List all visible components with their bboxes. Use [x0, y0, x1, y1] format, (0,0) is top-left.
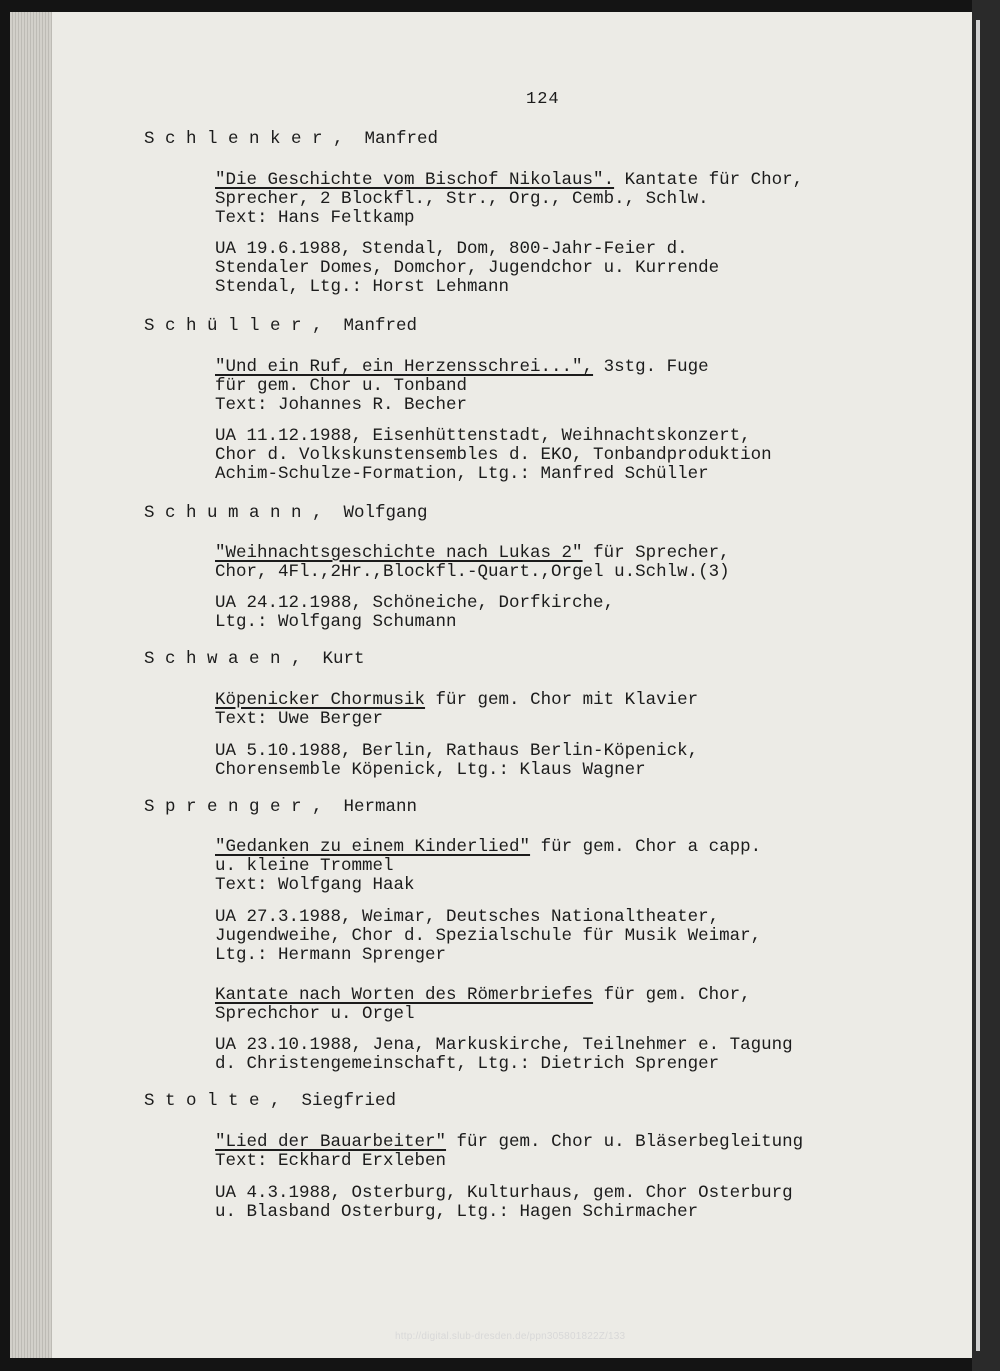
- page-edges: [10, 12, 52, 1358]
- work-detail: Text: Uwe Berger: [215, 709, 384, 729]
- premiere-line: UA 19.6.1988, Stendal, Dom, 800-Jahr-Feier d.: [215, 239, 688, 259]
- work-title: "Weihnachtsgeschichte nach Lukas 2": [215, 543, 583, 563]
- work-title: Kantate nach Worten des Römerbriefes: [215, 985, 594, 1005]
- premiere-line: Ltg.: Hermann Sprenger: [215, 945, 447, 965]
- premiere-line: UA 27.3.1988, Weimar, Deutsches Nationaltheater,: [215, 907, 720, 927]
- work-title-line: [215, 1133, 803, 1152]
- work-title: "Die Geschichte vom Bischof Nikolaus".: [215, 170, 615, 190]
- work-detail: Chor, 4Fl.,2Hr.,Blockfl.-Quart.,Orgel u.Schlw.(3): [215, 562, 730, 582]
- composer-heading: S c h w a e n , Kurt: [144, 649, 365, 669]
- work-title: "Und ein Ruf, ein Herzensschrei...",: [215, 357, 594, 377]
- work-detail: Sprechchor u. Orgel: [215, 1004, 415, 1024]
- work-title-line: [215, 691, 698, 710]
- work-title-rest: für gem. Chor mit Klavier: [425, 690, 699, 710]
- work-detail: u. kleine Trommel: [215, 856, 394, 876]
- work-title: Köpenicker Chormusik: [215, 690, 426, 710]
- page-number: 124: [526, 90, 560, 109]
- work-detail: Text: Eckhard Erxleben: [215, 1151, 447, 1171]
- premiere-line: Ltg.: Wolfgang Schumann: [215, 612, 457, 632]
- work-title-line: [215, 544, 730, 563]
- premiere-line: d. Christengemeinschaft, Ltg.: Dietrich Sprenger: [215, 1054, 720, 1074]
- composer-heading: S t o l t e , Siegfried: [144, 1091, 397, 1111]
- work-detail: Text: Wolfgang Haak: [215, 875, 415, 895]
- work-title-rest: für gem. Chor,: [593, 985, 751, 1005]
- premiere-line: Chorensemble Köpenick, Ltg.: Klaus Wagner: [215, 760, 646, 780]
- work-title-rest: für Sprecher,: [582, 543, 730, 563]
- work-title: "Gedanken zu einem Kinderlied": [215, 837, 531, 857]
- premiere-line: UA 24.12.1988, Schöneiche, Dorfkirche,: [215, 593, 615, 613]
- premiere-line: Achim-Schulze-Formation, Ltg.: Manfred Schüller: [215, 464, 709, 484]
- premiere-line: UA 11.12.1988, Eisenhüttenstadt, Weihnachtskonzert,: [215, 426, 751, 446]
- premiere-line: Stendal, Ltg.: Horst Lehmann: [215, 277, 510, 297]
- work-detail: für gem. Chor u. Tonband: [215, 376, 468, 396]
- book-page: [10, 12, 972, 1358]
- premiere-line: Stendaler Domes, Domchor, Jugendchor u. Kurrende: [215, 258, 720, 278]
- premiere-line: UA 23.10.1988, Jena, Markuskirche, Teilnehmer e. Tagung: [215, 1035, 793, 1055]
- work-title-rest: für gem. Chor a capp.: [530, 837, 762, 857]
- work-title-rest: 3stg. Fuge: [593, 357, 709, 377]
- work-title-rest: für gem. Chor u. Bläserbegleitung: [446, 1132, 804, 1152]
- work-title: "Lied der Bauarbeiter": [215, 1132, 447, 1152]
- work-title-rest: Kantate für Chor,: [614, 170, 804, 190]
- work-title-line: [215, 171, 803, 190]
- work-title-line: [215, 838, 761, 857]
- work-title-line: [215, 986, 751, 1005]
- scan-border: [972, 0, 1000, 1371]
- premiere-line: u. Blasband Osterburg, Ltg.: Hagen Schirmacher: [215, 1202, 699, 1222]
- composer-heading: S c h l e n k e r , Manfred: [144, 129, 439, 149]
- work-detail: Sprecher, 2 Blockfl., Str., Org., Cemb., Schlw.: [215, 189, 709, 209]
- composer-heading: S c h ü l l e r , Manfred: [144, 316, 418, 336]
- work-detail: Text: Hans Feltkamp: [215, 208, 415, 228]
- composer-heading: S c h u m a n n , Wolfgang: [144, 503, 428, 523]
- premiere-line: Chor d. Volkskunstensembles d. EKO, Tonbandproduktion: [215, 445, 772, 465]
- premiere-line: Jugendweihe, Chor d. Spezialschule für Musik Weimar,: [215, 926, 762, 946]
- scan-border-line: [976, 20, 980, 1351]
- premiere-line: UA 5.10.1988, Berlin, Rathaus Berlin-Köpenick,: [215, 741, 699, 761]
- work-detail: Text: Johannes R. Becher: [215, 395, 468, 415]
- premiere-line: UA 4.3.1988, Osterburg, Kulturhaus, gem. Chor Osterburg: [215, 1183, 793, 1203]
- composer-heading: S p r e n g e r , Hermann: [144, 797, 418, 817]
- source-watermark[interactable]: http://digital.slub-dresden.de/ppn305801822Z/133: [395, 1331, 626, 1342]
- work-title-line: [215, 358, 709, 377]
